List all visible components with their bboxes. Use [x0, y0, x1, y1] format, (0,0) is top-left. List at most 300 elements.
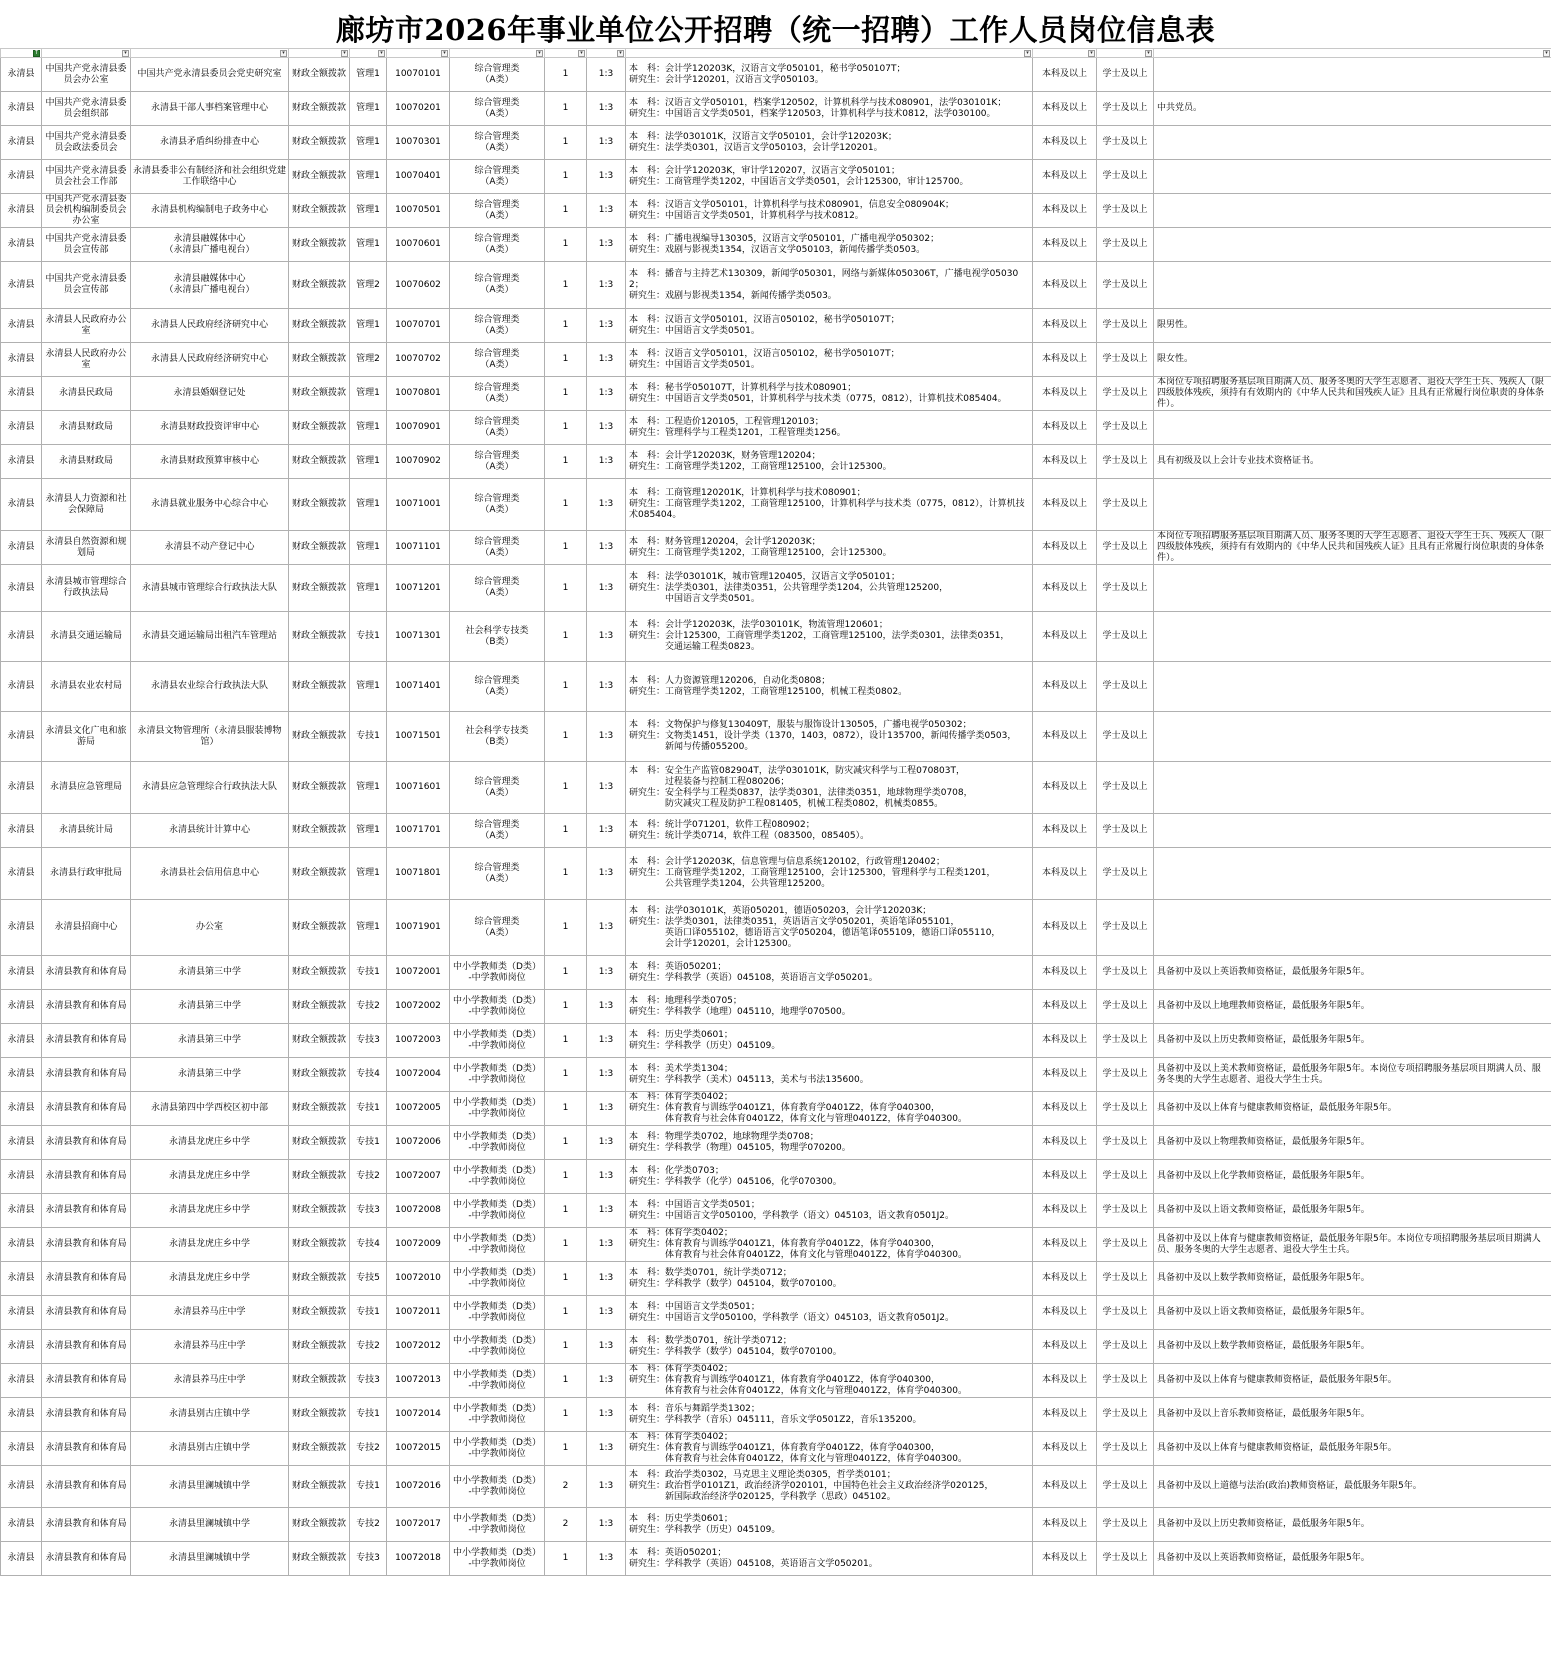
ratio-cell[interactable]: 1:3: [587, 662, 626, 712]
position-cell[interactable]: 专技3: [350, 1364, 387, 1398]
unit-cell[interactable]: 永清县别古庄镇中学: [131, 1398, 289, 1432]
position-type-cell[interactable]: 综合管理类 （A类）: [450, 194, 545, 228]
position-type-cell[interactable]: 社会科学专技类 （B类）: [450, 712, 545, 762]
position-cell[interactable]: 管理1: [350, 814, 387, 848]
degree-cell[interactable]: 学士及以上: [1097, 58, 1154, 92]
major-requirements-cell[interactable]: 本 科：统计学071201，软件工程080902； 研究生：统计学类0714，软件工程（083500，085405）。: [626, 814, 1033, 848]
major-requirements-cell[interactable]: 本 科：地理科学类0705； 研究生：学科教学（地理）045110，地理学070500。: [626, 990, 1033, 1024]
position-code-cell[interactable]: 10070701: [387, 309, 450, 343]
ratio-cell[interactable]: 1:3: [587, 1126, 626, 1160]
department-cell[interactable]: 永清县农业农村局: [42, 662, 131, 712]
county-cell[interactable]: 永清县: [1, 531, 42, 565]
degree-cell[interactable]: 学士及以上: [1097, 377, 1154, 411]
position-type-cell[interactable]: 综合管理类 （A类）: [450, 531, 545, 565]
unit-cell[interactable]: 永清县社会信用信息中心: [131, 848, 289, 900]
funding-cell[interactable]: 财政全额拨款: [289, 956, 350, 990]
major-requirements-cell[interactable]: 本 科：文物保护与修复130409T，服装与服饰设计130505，广播电视学050302； 研究生：文物类1451，设计学类（1370，1403，0872），设计135700，新闻传播学类0503， 新闻与传播055200。: [626, 712, 1033, 762]
ratio-cell[interactable]: 1:3: [587, 1024, 626, 1058]
position-type-cell[interactable]: 综合管理类 （A类）: [450, 479, 545, 531]
position-type-cell[interactable]: 综合管理类 （A类）: [450, 58, 545, 92]
county-cell[interactable]: 永清县: [1, 1542, 42, 1576]
notes-cell[interactable]: 具备初中及以上体育与健康教师资格证，最低服务年限5年。本岗位专项招聘服务基层项目期满人员、服务冬奥的大学生志愿者、退役大学生士兵。: [1154, 1228, 1551, 1262]
position-code-cell[interactable]: 10072006: [387, 1126, 450, 1160]
funding-cell[interactable]: 财政全额拨款: [289, 479, 350, 531]
position-type-cell[interactable]: 中小学教师类（D类） -中学教师岗位: [450, 1194, 545, 1228]
funding-cell[interactable]: 财政全额拨款: [289, 445, 350, 479]
department-cell[interactable]: 永清县人民政府办公室: [42, 343, 131, 377]
funding-cell[interactable]: 财政全额拨款: [289, 814, 350, 848]
position-code-cell[interactable]: 10071501: [387, 712, 450, 762]
department-cell[interactable]: 中国共产党永清县委员会政法委员会: [42, 126, 131, 160]
headcount-cell[interactable]: 1: [545, 58, 587, 92]
ratio-cell[interactable]: 1:3: [587, 1398, 626, 1432]
degree-cell[interactable]: 学士及以上: [1097, 956, 1154, 990]
ratio-cell[interactable]: 1:3: [587, 1092, 626, 1126]
headcount-cell[interactable]: 1: [545, 343, 587, 377]
major-requirements-cell[interactable]: 本 科：秘书学050107T，计算机科学与技术080901； 研究生：中国语言文学类0501，计算机科学与技术类（0775，0812），计算机技术085404。: [626, 377, 1033, 411]
unit-cell[interactable]: 中国共产党永清县委员会党史研究室: [131, 58, 289, 92]
county-cell[interactable]: 永清县: [1, 58, 42, 92]
department-cell[interactable]: 永清县财政局: [42, 411, 131, 445]
unit-cell[interactable]: 永清县第三中学: [131, 990, 289, 1024]
position-cell[interactable]: 管理1: [350, 445, 387, 479]
funding-cell[interactable]: 财政全额拨款: [289, 1508, 350, 1542]
position-cell[interactable]: 专技1: [350, 956, 387, 990]
funding-cell[interactable]: 财政全额拨款: [289, 92, 350, 126]
county-cell[interactable]: 永清县: [1, 848, 42, 900]
unit-cell[interactable]: 永清县干部人事档案管理中心: [131, 92, 289, 126]
position-cell[interactable]: 专技1: [350, 612, 387, 662]
funding-cell[interactable]: 财政全额拨款: [289, 531, 350, 565]
unit-cell[interactable]: 永清县农业综合行政执法大队: [131, 662, 289, 712]
position-type-cell[interactable]: 综合管理类 （A类）: [450, 343, 545, 377]
headcount-cell[interactable]: 1: [545, 814, 587, 848]
unit-cell[interactable]: 永清县第三中学: [131, 956, 289, 990]
notes-cell[interactable]: [1154, 194, 1551, 228]
county-cell[interactable]: 永清县: [1, 479, 42, 531]
notes-cell[interactable]: 具备初中及以上物理教师资格证，最低服务年限5年。: [1154, 1126, 1551, 1160]
ratio-cell[interactable]: 1:3: [587, 1194, 626, 1228]
position-code-cell[interactable]: 10072014: [387, 1398, 450, 1432]
notes-cell[interactable]: 本岗位专项招聘服务基层项目期满人员、服务冬奥的大学生志愿者、退役大学生士兵、残疾人（限四级肢体残疾，须持有有效期内的《中华人民共和国残疾人证》且具有正常履行岗位职责的身体条件）。: [1154, 377, 1551, 411]
unit-cell[interactable]: 永清县养马庄中学: [131, 1330, 289, 1364]
filter-dropdown-icon[interactable]: ▾: [280, 50, 287, 57]
headcount-cell[interactable]: 1: [545, 1398, 587, 1432]
department-cell[interactable]: 永清县统计局: [42, 814, 131, 848]
county-cell[interactable]: 永清县: [1, 411, 42, 445]
position-cell[interactable]: 专技2: [350, 1508, 387, 1542]
degree-cell[interactable]: 学士及以上: [1097, 1160, 1154, 1194]
education-cell[interactable]: 本科及以上: [1033, 612, 1097, 662]
department-cell[interactable]: 永清县应急管理局: [42, 762, 131, 814]
position-code-cell[interactable]: 10072010: [387, 1262, 450, 1296]
headcount-cell[interactable]: 1: [545, 1432, 587, 1466]
unit-cell[interactable]: 永清县就业服务中心综合中心: [131, 479, 289, 531]
filter-dropdown-icon[interactable]: ▾: [1088, 50, 1095, 57]
major-requirements-cell[interactable]: 本 科：中国语言文学类0501； 研究生：中国语言文学050100，学科教学（语文）045103，语文教育0501J2。: [626, 1296, 1033, 1330]
position-code-cell[interactable]: 10072004: [387, 1058, 450, 1092]
position-code-cell[interactable]: 10072012: [387, 1330, 450, 1364]
education-cell[interactable]: 本科及以上: [1033, 712, 1097, 762]
position-type-cell[interactable]: 综合管理类 （A类）: [450, 126, 545, 160]
ratio-cell[interactable]: 1:3: [587, 612, 626, 662]
major-requirements-cell[interactable]: 本 科：数学类0701，统计学类0712； 研究生：学科教学（数学）045104，数学070100。: [626, 1330, 1033, 1364]
unit-cell[interactable]: 永清县里澜城镇中学: [131, 1508, 289, 1542]
education-cell[interactable]: 本科及以上: [1033, 58, 1097, 92]
filter-dropdown-icon[interactable]: ▾: [536, 50, 543, 57]
major-requirements-cell[interactable]: 本 科：美术学类1304； 研究生：学科教学（美术）045113，美术与书法135600。: [626, 1058, 1033, 1092]
position-type-cell[interactable]: 综合管理类 （A类）: [450, 565, 545, 612]
unit-cell[interactable]: 永清县养马庄中学: [131, 1296, 289, 1330]
notes-cell[interactable]: [1154, 712, 1551, 762]
education-cell[interactable]: 本科及以上: [1033, 662, 1097, 712]
position-code-cell[interactable]: 10072001: [387, 956, 450, 990]
ratio-cell[interactable]: 1:3: [587, 411, 626, 445]
department-cell[interactable]: 永清县人民政府办公室: [42, 309, 131, 343]
position-cell[interactable]: 管理1: [350, 377, 387, 411]
major-requirements-cell[interactable]: 本 科：安全生产监管082904T，法学030101K，防灾减灾科学与工程070803T， 过程装备与控制工程080206； 研究生：安全科学与工程类0837，法学类0301，法律类0351，地球物理学类0708， 防灾减灾工程及防护工程081405，机械工程类0802，机械类0855。: [626, 762, 1033, 814]
position-type-cell[interactable]: 综合管理类 （A类）: [450, 309, 545, 343]
degree-cell[interactable]: 学士及以上: [1097, 1466, 1154, 1508]
ratio-cell[interactable]: 1:3: [587, 126, 626, 160]
position-code-cell[interactable]: 10072017: [387, 1508, 450, 1542]
degree-cell[interactable]: 学士及以上: [1097, 814, 1154, 848]
department-cell[interactable]: 永清县教育和体育局: [42, 1296, 131, 1330]
major-requirements-cell[interactable]: 本 科：英语050201； 研究生：学科教学（英语）045108，英语语言文学050201。: [626, 1542, 1033, 1576]
degree-cell[interactable]: 学士及以上: [1097, 194, 1154, 228]
department-cell[interactable]: 中国共产党永清县委员会宣传部: [42, 228, 131, 262]
ratio-cell[interactable]: 1:3: [587, 1296, 626, 1330]
funding-cell[interactable]: 财政全额拨款: [289, 1160, 350, 1194]
county-cell[interactable]: 永清县: [1, 990, 42, 1024]
degree-cell[interactable]: 学士及以上: [1097, 1262, 1154, 1296]
major-requirements-cell[interactable]: 本 科：音乐与舞蹈学类1302； 研究生：学科教学（音乐）045111，音乐文学0501Z2，音乐135200。: [626, 1398, 1033, 1432]
headcount-cell[interactable]: 1: [545, 160, 587, 194]
county-cell[interactable]: 永清县: [1, 1228, 42, 1262]
unit-cell[interactable]: 永清县应急管理综合行政执法大队: [131, 762, 289, 814]
position-type-cell[interactable]: 中小学教师类（D类） -中学教师岗位: [450, 1296, 545, 1330]
major-requirements-cell[interactable]: 本 科：会计学120203K，汉语言文学050101，秘书学050107T； 研究生：会计学120201，汉语言文学050103。: [626, 58, 1033, 92]
position-code-cell[interactable]: 10071001: [387, 479, 450, 531]
ratio-cell[interactable]: 1:3: [587, 1542, 626, 1576]
education-cell[interactable]: 本科及以上: [1033, 1398, 1097, 1432]
notes-cell[interactable]: 具备初中及以上历史教师资格证，最低服务年限5年。: [1154, 1508, 1551, 1542]
major-requirements-cell[interactable]: 本 科：会计学120203K，法学030101K，物流管理120601； 研究生：会计125300，工商管理学类1202，工商管理125100，法学类0301，法律类0351， 交通运输工程类0823。: [626, 612, 1033, 662]
county-cell[interactable]: 永清县: [1, 228, 42, 262]
notes-cell[interactable]: 具备初中及以上语文教师资格证，最低服务年限5年。: [1154, 1296, 1551, 1330]
position-code-cell[interactable]: 10072016: [387, 1466, 450, 1508]
degree-cell[interactable]: 学士及以上: [1097, 990, 1154, 1024]
department-cell[interactable]: 永清县城市管理综合行政执法局: [42, 565, 131, 612]
department-cell[interactable]: 永清县人力资源和社会保障局: [42, 479, 131, 531]
position-cell[interactable]: 专技4: [350, 1228, 387, 1262]
notes-cell[interactable]: 具备初中及以上体育与健康教师资格证，最低服务年限5年。: [1154, 1092, 1551, 1126]
department-cell[interactable]: 永清县教育和体育局: [42, 1024, 131, 1058]
unit-cell[interactable]: 永清县别古庄镇中学: [131, 1432, 289, 1466]
ratio-cell[interactable]: 1:3: [587, 900, 626, 956]
ratio-cell[interactable]: 1:3: [587, 1262, 626, 1296]
degree-cell[interactable]: 学士及以上: [1097, 160, 1154, 194]
major-requirements-cell[interactable]: 本 科：体育学类0402； 研究生：体育教育与训练学0401Z1，体育教育学0401Z2，体育学040300， 体育教育与社会体育0401Z2，体育文化与管理0401Z2，体育学040300。: [626, 1432, 1033, 1466]
degree-cell[interactable]: 学士及以上: [1097, 612, 1154, 662]
unit-cell[interactable]: 永清县龙虎庄乡中学: [131, 1228, 289, 1262]
department-cell[interactable]: 永清县教育和体育局: [42, 1466, 131, 1508]
funding-cell[interactable]: 财政全额拨款: [289, 1364, 350, 1398]
position-type-cell[interactable]: 中小学教师类（D类） -中学教师岗位: [450, 956, 545, 990]
filter-dropdown-icon[interactable]: ▾: [617, 50, 624, 57]
position-code-cell[interactable]: 10072018: [387, 1542, 450, 1576]
headcount-cell[interactable]: 1: [545, 1296, 587, 1330]
headcount-cell[interactable]: 1: [545, 194, 587, 228]
headcount-cell[interactable]: 1: [545, 1542, 587, 1576]
department-cell[interactable]: 永清县教育和体育局: [42, 1160, 131, 1194]
ratio-cell[interactable]: 1:3: [587, 1432, 626, 1466]
position-code-cell[interactable]: 10070101: [387, 58, 450, 92]
degree-cell[interactable]: 学士及以上: [1097, 92, 1154, 126]
headcount-cell[interactable]: 1: [545, 762, 587, 814]
degree-cell[interactable]: 学士及以上: [1097, 411, 1154, 445]
department-cell[interactable]: 永清县教育和体育局: [42, 990, 131, 1024]
filter-dropdown-icon[interactable]: ▾: [441, 50, 448, 57]
notes-cell[interactable]: 具备初中及以上英语教师资格证，最低服务年限5年。: [1154, 956, 1551, 990]
ratio-cell[interactable]: 1:3: [587, 1364, 626, 1398]
headcount-cell[interactable]: 1: [545, 1262, 587, 1296]
unit-cell[interactable]: 永清县机构编制电子政务中心: [131, 194, 289, 228]
notes-cell[interactable]: 具备初中及以上语文教师资格证，最低服务年限5年。: [1154, 1194, 1551, 1228]
education-cell[interactable]: 本科及以上: [1033, 1228, 1097, 1262]
position-type-cell[interactable]: 中小学教师类（D类） -中学教师岗位: [450, 1364, 545, 1398]
position-code-cell[interactable]: 10070602: [387, 262, 450, 309]
degree-cell[interactable]: 学士及以上: [1097, 762, 1154, 814]
position-code-cell[interactable]: 10071101: [387, 531, 450, 565]
unit-cell[interactable]: 永清县第四中学西校区初中部: [131, 1092, 289, 1126]
notes-cell[interactable]: [1154, 900, 1551, 956]
notes-cell[interactable]: 限男性。: [1154, 309, 1551, 343]
education-cell[interactable]: 本科及以上: [1033, 411, 1097, 445]
county-cell[interactable]: 永清县: [1, 662, 42, 712]
degree-cell[interactable]: 学士及以上: [1097, 1542, 1154, 1576]
funding-cell[interactable]: 财政全额拨款: [289, 762, 350, 814]
position-cell[interactable]: 管理1: [350, 309, 387, 343]
position-type-cell[interactable]: 综合管理类 （A类）: [450, 762, 545, 814]
funding-cell[interactable]: 财政全额拨款: [289, 309, 350, 343]
funding-cell[interactable]: 财政全额拨款: [289, 990, 350, 1024]
department-cell[interactable]: 永清县教育和体育局: [42, 1228, 131, 1262]
headcount-cell[interactable]: 1: [545, 531, 587, 565]
notes-cell[interactable]: 具备初中及以上数学教师资格证，最低服务年限5年。: [1154, 1262, 1551, 1296]
headcount-cell[interactable]: 1: [545, 126, 587, 160]
unit-cell[interactable]: 永清县文物管理所（永清县服装博物馆）: [131, 712, 289, 762]
major-requirements-cell[interactable]: 本 科：历史学类0601； 研究生：学科教学（历史）045109。: [626, 1024, 1033, 1058]
unit-cell[interactable]: 永清县融媒体中心 （永清县广播电视台）: [131, 262, 289, 309]
position-cell[interactable]: 专技2: [350, 990, 387, 1024]
position-type-cell[interactable]: 综合管理类 （A类）: [450, 662, 545, 712]
county-cell[interactable]: 永清县: [1, 1296, 42, 1330]
ratio-cell[interactable]: 1:3: [587, 160, 626, 194]
headcount-cell[interactable]: 1: [545, 956, 587, 990]
funding-cell[interactable]: 财政全额拨款: [289, 58, 350, 92]
major-requirements-cell[interactable]: 本 科：体育学类0402； 研究生：体育教育与训练学0401Z1，体育教育学0401Z2，体育学040300， 体育教育与社会体育0401Z2，体育文化与管理0401Z2，体育学040300。: [626, 1092, 1033, 1126]
major-requirements-cell[interactable]: 本 科：会计学120203K，审计学120207，汉语言文学050101； 研究生：工商管理学类1202，中国语言文学类0501，会计125300，审计125700。: [626, 160, 1033, 194]
department-cell[interactable]: 永清县教育和体育局: [42, 1398, 131, 1432]
unit-cell[interactable]: 永清县婚姻登记处: [131, 377, 289, 411]
county-cell[interactable]: 永清县: [1, 712, 42, 762]
funding-cell[interactable]: 财政全额拨款: [289, 1194, 350, 1228]
county-cell[interactable]: 永清县: [1, 377, 42, 411]
position-type-cell[interactable]: 中小学教师类（D类） -中学教师岗位: [450, 1398, 545, 1432]
county-cell[interactable]: 永清县: [1, 1262, 42, 1296]
department-cell[interactable]: 永清县教育和体育局: [42, 1542, 131, 1576]
position-type-cell[interactable]: 中小学教师类（D类） -中学教师岗位: [450, 1466, 545, 1508]
department-cell[interactable]: 永清县教育和体育局: [42, 1058, 131, 1092]
position-code-cell[interactable]: 10072008: [387, 1194, 450, 1228]
notes-cell[interactable]: [1154, 411, 1551, 445]
education-cell[interactable]: 本科及以上: [1033, 1432, 1097, 1466]
county-cell[interactable]: 永清县: [1, 1508, 42, 1542]
position-code-cell[interactable]: 10070501: [387, 194, 450, 228]
unit-cell[interactable]: 永清县里澜城镇中学: [131, 1466, 289, 1508]
notes-cell[interactable]: 中共党员。: [1154, 92, 1551, 126]
degree-cell[interactable]: 学士及以上: [1097, 479, 1154, 531]
position-type-cell[interactable]: 中小学教师类（D类） -中学教师岗位: [450, 1092, 545, 1126]
ratio-cell[interactable]: 1:3: [587, 956, 626, 990]
degree-cell[interactable]: 学士及以上: [1097, 1296, 1154, 1330]
unit-cell[interactable]: 永清县统计计算中心: [131, 814, 289, 848]
headcount-cell[interactable]: 1: [545, 1364, 587, 1398]
funding-cell[interactable]: 财政全额拨款: [289, 160, 350, 194]
position-code-cell[interactable]: 10071301: [387, 612, 450, 662]
ratio-cell[interactable]: 1:3: [587, 1330, 626, 1364]
department-cell[interactable]: 永清县教育和体育局: [42, 1508, 131, 1542]
education-cell[interactable]: 本科及以上: [1033, 1542, 1097, 1576]
education-cell[interactable]: 本科及以上: [1033, 990, 1097, 1024]
degree-cell[interactable]: 学士及以上: [1097, 309, 1154, 343]
position-cell[interactable]: 管理1: [350, 762, 387, 814]
position-type-cell[interactable]: 综合管理类 （A类）: [450, 262, 545, 309]
education-cell[interactable]: 本科及以上: [1033, 900, 1097, 956]
education-cell[interactable]: 本科及以上: [1033, 309, 1097, 343]
major-requirements-cell[interactable]: 本 科：化学类0703； 研究生：学科教学（化学）045106，化学070300。: [626, 1160, 1033, 1194]
unit-cell[interactable]: 永清县第三中学: [131, 1058, 289, 1092]
degree-cell[interactable]: 学士及以上: [1097, 1398, 1154, 1432]
position-code-cell[interactable]: 10071801: [387, 848, 450, 900]
funding-cell[interactable]: 财政全额拨款: [289, 565, 350, 612]
unit-cell[interactable]: 永清县龙虎庄乡中学: [131, 1160, 289, 1194]
department-cell[interactable]: 永清县教育和体育局: [42, 1262, 131, 1296]
notes-cell[interactable]: 具备初中及以上道德与法治(政治)教师资格证，最低服务年限5年。: [1154, 1466, 1551, 1508]
degree-cell[interactable]: 学士及以上: [1097, 262, 1154, 309]
headcount-cell[interactable]: 1: [545, 411, 587, 445]
position-cell[interactable]: 专技1: [350, 1296, 387, 1330]
major-requirements-cell[interactable]: 本 科：汉语言文学050101，汉语言050102，秘书学050107T； 研究生：中国语言文学类0501。: [626, 343, 1033, 377]
degree-cell[interactable]: 学士及以上: [1097, 1126, 1154, 1160]
notes-cell[interactable]: [1154, 848, 1551, 900]
department-cell[interactable]: 中国共产党永清县委员会组织部: [42, 92, 131, 126]
department-cell[interactable]: 永清县教育和体育局: [42, 1194, 131, 1228]
county-cell[interactable]: 永清县: [1, 612, 42, 662]
education-cell[interactable]: 本科及以上: [1033, 1296, 1097, 1330]
major-requirements-cell[interactable]: 本 科：汉语言文学050101，汉语言050102，秘书学050107T； 研究生：中国语言文学类0501。: [626, 309, 1033, 343]
notes-cell[interactable]: 具备初中及以上历史教师资格证，最低服务年限5年。: [1154, 1024, 1551, 1058]
position-cell[interactable]: 管理1: [350, 92, 387, 126]
notes-cell[interactable]: 具有初级及以上会计专业技术资格证书。: [1154, 445, 1551, 479]
headcount-cell[interactable]: 1: [545, 1228, 587, 1262]
department-cell[interactable]: 永清县教育和体育局: [42, 1092, 131, 1126]
headcount-cell[interactable]: 1: [545, 479, 587, 531]
position-cell[interactable]: 专技3: [350, 1024, 387, 1058]
position-cell[interactable]: 管理1: [350, 58, 387, 92]
ratio-cell[interactable]: 1:3: [587, 92, 626, 126]
position-type-cell[interactable]: 中小学教师类（D类） -中学教师岗位: [450, 1058, 545, 1092]
degree-cell[interactable]: 学士及以上: [1097, 1364, 1154, 1398]
position-cell[interactable]: 管理1: [350, 126, 387, 160]
notes-cell[interactable]: [1154, 262, 1551, 309]
position-type-cell[interactable]: 社会科学专技类 （B类）: [450, 612, 545, 662]
degree-cell[interactable]: 学士及以上: [1097, 1092, 1154, 1126]
degree-cell[interactable]: 学士及以上: [1097, 1228, 1154, 1262]
filter-dropdown-icon[interactable]: ▾: [341, 50, 348, 57]
funding-cell[interactable]: 财政全额拨款: [289, 411, 350, 445]
position-code-cell[interactable]: 10072003: [387, 1024, 450, 1058]
education-cell[interactable]: 本科及以上: [1033, 92, 1097, 126]
major-requirements-cell[interactable]: 本 科：播音与主持艺术130309，新闻学050301，网络与新媒体050306T，广播电视学050302； 研究生：戏剧与影视类1354，新闻传播学类0503。: [626, 262, 1033, 309]
position-cell[interactable]: 专技5: [350, 1262, 387, 1296]
ratio-cell[interactable]: 1:3: [587, 848, 626, 900]
unit-cell[interactable]: 永清县财政预算审核中心: [131, 445, 289, 479]
ratio-cell[interactable]: 1:3: [587, 194, 626, 228]
unit-cell[interactable]: 永清县龙虎庄乡中学: [131, 1126, 289, 1160]
degree-cell[interactable]: 学士及以上: [1097, 1330, 1154, 1364]
degree-cell[interactable]: 学士及以上: [1097, 445, 1154, 479]
notes-cell[interactable]: [1154, 160, 1551, 194]
notes-cell[interactable]: [1154, 762, 1551, 814]
degree-cell[interactable]: 学士及以上: [1097, 1508, 1154, 1542]
notes-cell[interactable]: [1154, 228, 1551, 262]
department-cell[interactable]: 永清县教育和体育局: [42, 1330, 131, 1364]
notes-cell[interactable]: 具备初中及以上地理教师资格证，最低服务年限5年。: [1154, 990, 1551, 1024]
ratio-cell[interactable]: 1:3: [587, 762, 626, 814]
position-cell[interactable]: 管理1: [350, 531, 387, 565]
department-cell[interactable]: 永清县自然资源和规划局: [42, 531, 131, 565]
funding-cell[interactable]: 财政全额拨款: [289, 1058, 350, 1092]
position-cell[interactable]: 管理2: [350, 343, 387, 377]
position-code-cell[interactable]: 10070201: [387, 92, 450, 126]
position-cell[interactable]: 管理1: [350, 160, 387, 194]
funding-cell[interactable]: 财政全额拨款: [289, 194, 350, 228]
unit-cell[interactable]: 永清县龙虎庄乡中学: [131, 1194, 289, 1228]
department-cell[interactable]: 中国共产党永清县委员会宣传部: [42, 262, 131, 309]
ratio-cell[interactable]: 1:3: [587, 1228, 626, 1262]
ratio-cell[interactable]: 1:3: [587, 1508, 626, 1542]
education-cell[interactable]: 本科及以上: [1033, 1364, 1097, 1398]
education-cell[interactable]: 本科及以上: [1033, 1160, 1097, 1194]
position-code-cell[interactable]: 10071701: [387, 814, 450, 848]
education-cell[interactable]: 本科及以上: [1033, 262, 1097, 309]
notes-cell[interactable]: 具备初中及以上化学教师资格证，最低服务年限5年。: [1154, 1160, 1551, 1194]
filter-dropdown-icon[interactable]: ▾: [578, 50, 585, 57]
position-cell[interactable]: 专技2: [350, 1160, 387, 1194]
position-type-cell[interactable]: 中小学教师类（D类） -中学教师岗位: [450, 1542, 545, 1576]
position-code-cell[interactable]: 10072002: [387, 990, 450, 1024]
county-cell[interactable]: 永清县: [1, 1160, 42, 1194]
position-code-cell[interactable]: 10072007: [387, 1160, 450, 1194]
ratio-cell[interactable]: 1:3: [587, 531, 626, 565]
department-cell[interactable]: 永清县交通运输局: [42, 612, 131, 662]
position-type-cell[interactable]: 综合管理类 （A类）: [450, 160, 545, 194]
degree-cell[interactable]: 学士及以上: [1097, 126, 1154, 160]
position-code-cell[interactable]: 10071401: [387, 662, 450, 712]
county-cell[interactable]: 永清县: [1, 262, 42, 309]
